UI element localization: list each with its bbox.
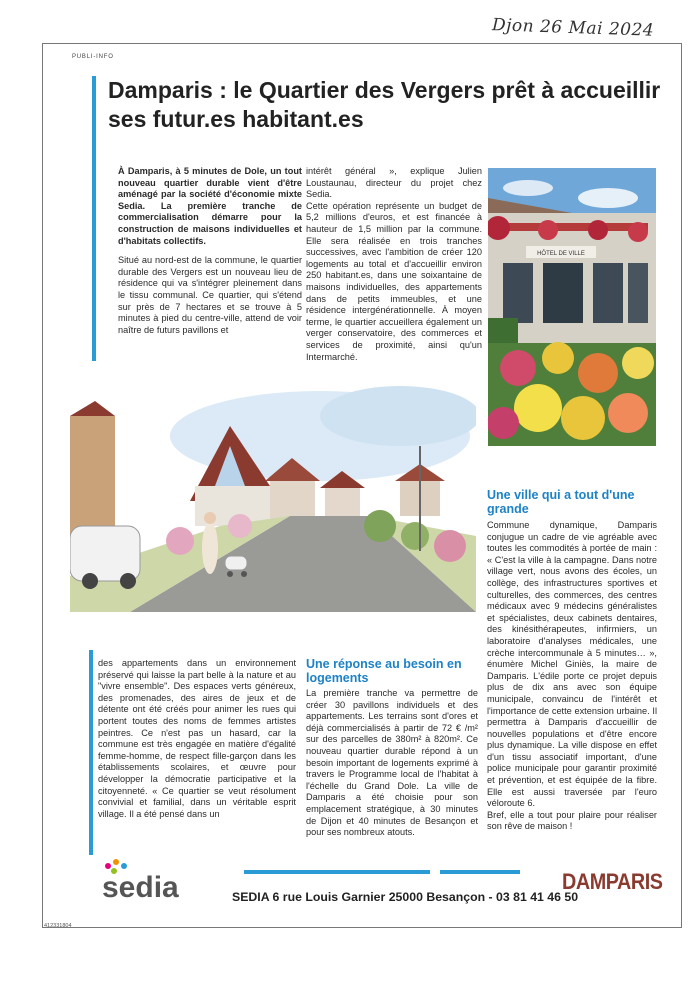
section-heading-housing: Une réponse au besoin en logements bbox=[306, 657, 462, 685]
body-paragraph: Cette opération représente un budget de 5,2 millions d'euros, et est financée à hauteur de 1,5 million par la commune. Elle sera réalisée en trois tranches successives, avec l'ambition de créer 120 logements au total et d'accueillir environ 250 habitant.es, dans une soixantaine de maisons individuelles, des appartements dans de petits immeubles, et une résidence intergénérationnelle. À moyen terme, le quartier accueillera également un verger conservatoire, des commerces et services de proximité, ainsi qu'un Intermarché. bbox=[306, 200, 482, 362]
body-paragraph: Bref, elle a tout pour plaire pour réaliser son rêve de maison ! bbox=[487, 809, 657, 832]
handwritten-date: Djon 26 Mai 2024 bbox=[491, 15, 655, 41]
body-paragraph: intérêt général », explique Julien Loustaunau, directeur du projet chez Sedia. bbox=[306, 166, 482, 200]
print-code: 412331804 bbox=[44, 923, 72, 929]
sedia-logo bbox=[96, 857, 216, 907]
title-accent-bar bbox=[92, 76, 96, 361]
body-paragraph: La première tranche va permettre de créer 30 pavillons individuels et des appartements. Les terrains sont d'ores et déjà commercialisés à partir de 72 € /m² sur des parcelles de 380m² à 820m². Ce nouveau quartier durable répond à un besoin important de logements exprimé à travers le Programme local de l'habitat à l'échelle du Grand Dole. La ville de Damparis a été choisie pour son emplacement stratégique, à 30 minutes de Dijon et 40 minutes de Besançon et pour ses nombreux atouts. bbox=[306, 688, 478, 838]
article-title: Damparis : le Quartier des Vergers prêt à accueillir ses futur.es habitant.es bbox=[108, 77, 661, 132]
damparis-logo: DAMPARIS bbox=[562, 869, 663, 894]
contact-address: SEDIA 6 rue Louis Garnier 25000 Besançon - 03 81 41 46 50 bbox=[232, 890, 579, 904]
town-hall-photo bbox=[488, 168, 656, 446]
column-6 bbox=[306, 688, 478, 847]
body-paragraph: des appartements dans un environnement préservé qui laisse la part belle à la nature et au "vivre ensemble". Des espaces verts généreux, des promenades, des aires de jeux et de détente ont été créés pour animer les rues qui portent toutes des noms de femmes artistes peintres. Ce n'est pas un hasard, car la commune est très engagée en matière d'égalité femme-homme, de respect fille-garçon dans les établissements scolaires, et œuvre pour développer la démocratie participative et la citoyenneté. « Ce quartier se veut résolument convivial et familial, dans un véritable esprit village. Il a été pensé dans un bbox=[98, 658, 296, 819]
column-1 bbox=[118, 166, 302, 344]
town-hall-sign: HÔTEL DE VILLE bbox=[537, 251, 585, 257]
footer-rule bbox=[440, 870, 520, 874]
section-tag: PUBLI-INFO bbox=[72, 54, 114, 60]
column-4 bbox=[487, 520, 657, 841]
body-paragraph: Commune dynamique, Damparis conjugue un cadre de vie agréable avec toutes les commodités à portée de main : « C'est la ville à la campagne. Dans notre village vert, nous avons des écoles, un collège, des infrastructures sportives et culturelles, des commerces, des centres médicaux avec 9 médecins généralistes et spécialistes, deux cabinets dentaires, des kinésithérapeutes, infirmiers, un laboratoire d'analyses médicales, une crèche intercommunale à 5 minutes… », énumère Michel Giniès, la maire de Damparis. L'édile porte ce projet depuis plus de dix ans avec son équipe municipale, convaincu de l'intérêt et l'importance de cette extension urbaine. Il permettra à Damparis d'accueillir de nouvelles populations et d'être encore plus dynamique. La ville dispose en effet d'un tissu associatif important, d'une police municipale pour garantir proximité et prévention, et est équipée de la fibre. Elle est aussi traversée par l'euro véloroute 6. bbox=[487, 520, 657, 809]
column-5 bbox=[98, 658, 296, 828]
column-accent-bar bbox=[89, 650, 93, 855]
lead-paragraph: À Damparis, à 5 minutes de Dole, un tout nouveau quartier durable vient d'être aménagé par la société d'économie mixte Sedia. La première tranche de commercialisation démarre pour la construction de maisons individuelles et d'habitats collectifs. bbox=[118, 166, 302, 246]
svg-text:sedia: sedia bbox=[102, 871, 179, 904]
section-heading-city: Une ville qui a tout d'une grande bbox=[487, 488, 635, 516]
body-paragraph: Situé au nord-est de la commune, le quartier durable des Vergers est un nouveau lieu de résidence qui va s'intégrer pleinement dans le tissu communal. Ce quartier, qui s'étend sur près de 7 hectares et se trouve à 5 minutes à pied du centre-ville, attend de voir naître de futurs pavillons et bbox=[118, 255, 302, 335]
neighbourhood-illustration bbox=[70, 376, 476, 612]
column-2 bbox=[306, 166, 482, 371]
footer-rule bbox=[244, 870, 430, 874]
